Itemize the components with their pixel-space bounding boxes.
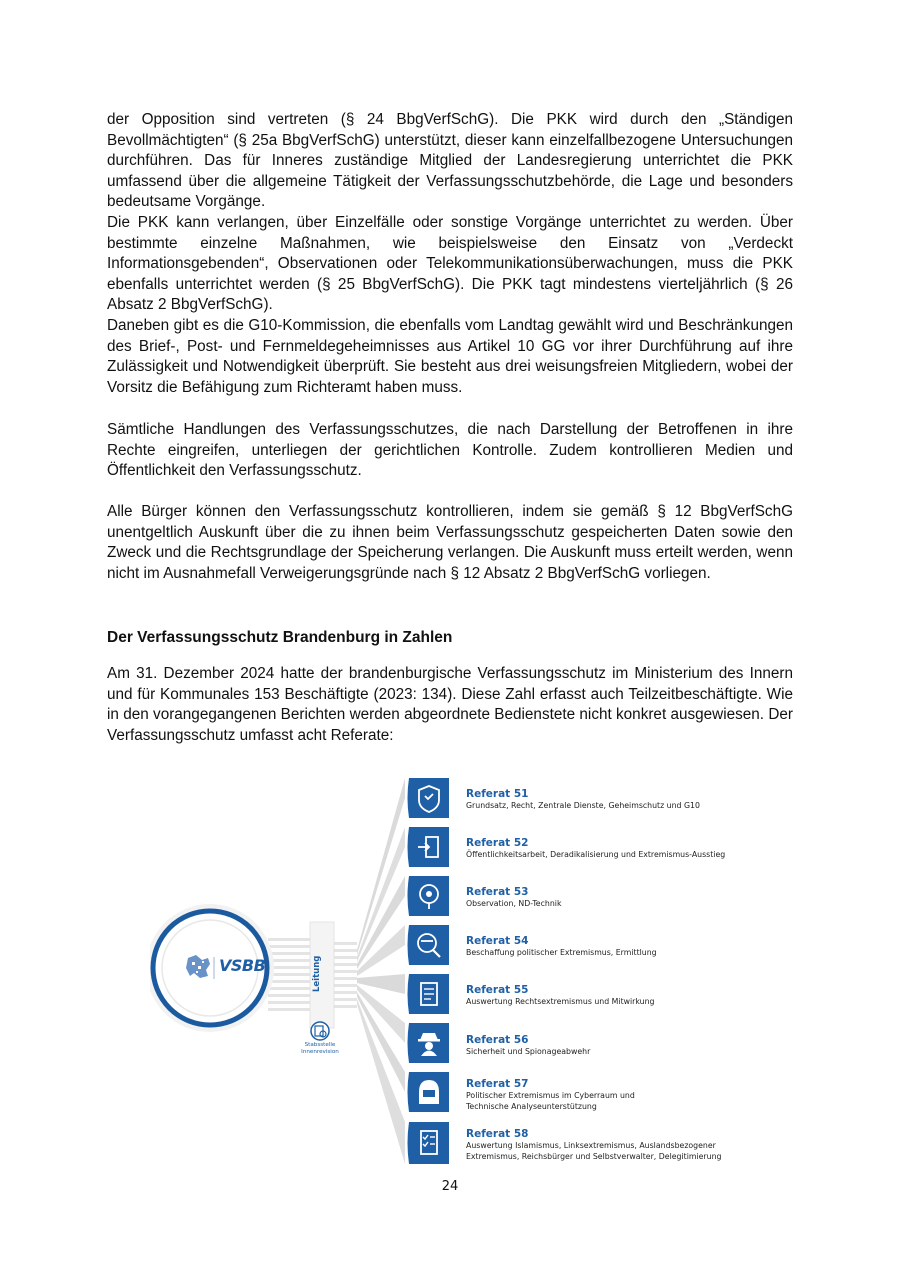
paragraph-citizen-information: Alle Bürger können den Verfassungsschutz kontrollieren, indem sie gemäß § 12 BbgVerfSchG unentgeltlich Auskunft über die zu ihnen beim Verfassungsschutz gespeicherten Daten sowie den Zweck und die Rechtsgrundlage der Speicherung verlangen. Die Auskunft muss erteilt werden, wenn nicht im Ausnahmefall Verweigerungsgründe nach § 12 Absatz 2 BbgVerfSchG vorliegen. (107, 503, 793, 582)
referat-58-desc: Auswertung Islamismus, Linksextremismus, Auslandsbezogener Extremismus, Reichsbürger und Selbstverwalter, Delegitimierung (466, 1141, 722, 1161)
checklist-icon (408, 1122, 450, 1164)
referat-55-title: Referat 55 (466, 984, 529, 996)
referat-57 (466, 1078, 766, 1112)
referat-58-title: Referat 58 (466, 1128, 529, 1140)
clipboard-person-icon (408, 974, 450, 1014)
referat-55 (466, 984, 766, 1008)
referat-57-title: Referat 57 (466, 1078, 529, 1090)
referat-56 (466, 1034, 766, 1058)
vsbb-logo-text: VSBB (219, 956, 266, 975)
referat-54-desc: Beschaffung politischer Extremismus, Ermittlung (466, 948, 657, 957)
referat-51-title: Referat 51 (466, 788, 529, 800)
paragraph-judicial-control: Sämtliche Handlungen des Verfassungsschutzes, die nach Darstellung der Betroffenen in ihre Rechte eingreifen, unterliegen der gerichtlichen Kontrolle. Zudem kontrollieren Medien und Öffentlichkeit den Verfassungsschutz. (107, 421, 793, 480)
referat-53-desc: Observation, ND-Technik (466, 899, 562, 908)
referat-52-title: Referat 52 (466, 837, 529, 849)
page-number: 24 (441, 1179, 459, 1194)
magnifier-agent-icon (408, 925, 450, 965)
hacker-icon (408, 1072, 450, 1112)
referat-52 (466, 837, 766, 861)
paragraph-pkk-information: Die PKK kann verlangen, über Einzelfälle oder sonstige Vorgänge unterrichtet zu werden. Über bestimmte einzelne Maßnahmen, wie beispielsweise den Einsatz von „Verdeckt Informationsgebenden“, Observationen oder Telekommunikationsüberwachungen, muss die PKK ebenfalls unterrichtet werden (§ 25 BbgVerfSchG). Die PKK tagt mindestens vierteljährlich (§ 26 Absatz 2 BbgVerfSchG). (107, 214, 793, 314)
shield-phone-icon (408, 778, 450, 818)
referat-53-title: Referat 53 (466, 886, 529, 898)
referat-57-desc: Politischer Extremismus im Cyberraum und Technische Analyseunterstützung (466, 1091, 635, 1111)
paragraph-g10-commission: Daneben gibt es die G10-Kommission, die ebenfalls vom Landtag gewählt wird und Beschränkungen des Brief-, Post- und Fernmeldegeheimnisses aus Artikel 10 GG vor ihrer Durchführung auf ihre Zulässigkeit und Notwendigkeit überprüft. Sie besteht aus drei weisungsfreien Mitgliedern, wobei der Vorsitz die Befähigung zum Richteramt haben muss. (107, 317, 793, 396)
referat-54-title: Referat 54 (466, 935, 529, 947)
referat-53 (466, 886, 766, 910)
org-chart (150, 772, 750, 1172)
exit-door-icon (408, 827, 450, 867)
referat-51 (466, 788, 766, 812)
referat-56-desc: Sicherheit und Spionageabwehr (466, 1047, 591, 1056)
spy-icon (408, 1023, 450, 1063)
fan-beams (357, 778, 405, 1164)
staff-unit-icon (311, 1022, 329, 1040)
referat-icon-tabs (408, 778, 450, 1164)
referat-58 (466, 1128, 766, 1162)
paragraph-pkk-members: der Opposition sind vertreten (§ 24 BbgVerfSchG). Die PKK wird durch den „Ständigen Bevollmächtigten“ (§ 25a BbgVerfSchG) unterstützt, dieser kann einzelfallbezogene Untersuchungen durchführen. Das für Inneres zuständige Mitglied der Landesregierung unterrichtet die PKK umfassend über die allgemeine Tätigkeit der Verfassungsschutzbehörde, die Lage und besonders bedeutsame Vorgänge. (107, 111, 793, 211)
referat-54 (466, 935, 766, 959)
referat-52-desc: Öffentlichkeitsarbeit, Deradikalisierung und Extremismus-Ausstieg (466, 850, 726, 859)
referat-55-desc: Auswertung Rechtsextremismus und Mitwirkung (466, 997, 655, 1006)
fan-beam (357, 925, 405, 976)
staff-unit-label: Stabsstelle Innenrevision (301, 1042, 339, 1055)
referat-51-desc: Grundsatz, Recht, Zentrale Dienste, Geheimschutz und G10 (466, 801, 700, 810)
leitung-label: Leitung (312, 955, 322, 993)
paragraph-staff-numbers: Am 31. Dezember 2024 hatte der brandenburgische Verfassungsschutz im Ministerium des Innern und für Kommunales 153 Beschäftigte (2023: 134). Diese Zahl erfasst auch Teilzeitbeschäftigte. Wie in den vorangegangenen Berichten werden abgeordnete Bedienstete nicht konkret ausgewiesen. Der Verfassungsschutz umfasst acht Referate: (107, 665, 793, 744)
camera-eye-icon (408, 876, 450, 916)
section-heading: Der Verfassungsschutz Brandenburg in Zahlen (107, 629, 453, 646)
referat-56-title: Referat 56 (466, 1034, 529, 1046)
